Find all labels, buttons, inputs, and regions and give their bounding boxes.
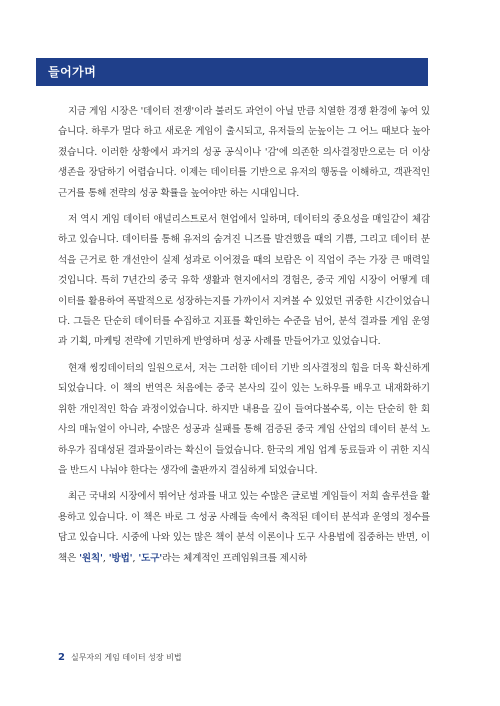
highlight-method: '방법' <box>108 552 133 564</box>
highlight-tool: '도구' <box>138 552 163 564</box>
paragraph-4-text-start: 최근 국내외 시장에서 뛰어난 성과를 내고 있는 수많은 글로벌 게임들이 저희 솔루션을 활용하고 있습니다. 이 책은 바로 그 성공 사례들 속에서 축적된 데이터 분석과 운영의 정수를 담고 있습니다. 시중에 나와 있는 많은 책이 분석 이론이나 도구 사용법에 집중하는 반면, 이 책은 <box>58 491 430 564</box>
page-number: 2 <box>58 652 65 663</box>
body-text <box>58 102 430 575</box>
paragraph-2: 저 역시 게임 데이터 애널리스트로서 현업에서 일하며, 데이터의 중요성을 매일같이 체감하고 있습니다. 데이터를 통해 유저의 숨겨진 니즈를 발견했을 때의 기쁨, 그리고 데이터 분석을 근거로 한 개선안이 실제 성과로 이어졌을 때의 보람은 이 직업이 주는 가장 큰 매력일 것입니다. 특히 7년간의 중국 유학 생활과 현지에서의 경험은, 중국 게임 시장이 어떻게 데이터를 활용하여 폭발적으로 성장하는지를 가까이서 지켜볼 수 있었던 귀중한 시간이었습니다. 그들은 단순히 데이터를 수집하고 지표를 확인하는 수준을 넘어, 분석 결과를 게임 운영과 기획, 마케팅 전략에 기민하게 반영하며 성공 사례를 만들어가고 있었습니다. <box>58 214 430 348</box>
page-footer <box>58 652 182 663</box>
paragraph-1: 지금 게임 시장은 '데이터 전쟁'이라 불러도 과언이 아닐 만큼 치열한 경쟁 환경에 놓여 있습니다. 하루가 멀다 하고 새로운 게임이 출시되고, 유저들의 눈높이는 그 어느 때보다 높아졌습니다. 이러한 상황에서 과거의 성공 공식이나 '감'에 의존한 의사결정만으로는 더 이상 생존을 장담하기 어렵습니다. 이제는 데이터를 기반으로 유저의 행동을 이해하고, 객관적인 근거를 통해 전략의 성공 확률을 높여야만 하는 시대입니다. <box>58 106 430 199</box>
paragraph-3: 현재 씽킹데이터의 일원으로서, 저는 그러한 데이터 기반 의사결정의 힘을 더욱 확신하게 되었습니다. 이 책의 번역은 처음에는 중국 본사의 깊이 있는 노하우를 배우고 내재화하기 위한 개인적인 학습 과정이었습니다. 하지만 내용을 깊이 들여다볼수록, 이는 단순히 한 회사의 매뉴얼이 아니라, 수많은 성공과 실패를 통해 검증된 중국 게임 산업의 데이터 분석 노하우가 집대성된 결과물이라는 확신이 들었습니다. 한국의 게임 업계 동료들과 이 귀한 지식을 반드시 나눠야 한다는 생각에 출판까지 결심하게 되었습니다. <box>58 362 430 476</box>
section-header-bar <box>36 58 428 86</box>
separator-1: , <box>102 552 109 564</box>
paragraph-4 <box>58 487 430 569</box>
paragraph-4-text-end: 라는 체계적인 프레임워크를 제시하 <box>162 552 308 564</box>
separator-2: , <box>132 552 139 564</box>
section-title: 들어가며 <box>48 65 97 79</box>
highlight-principle: '원칙' <box>79 552 103 564</box>
running-title: 실무자의 게임 데이터 성장 비법 <box>70 653 182 662</box>
